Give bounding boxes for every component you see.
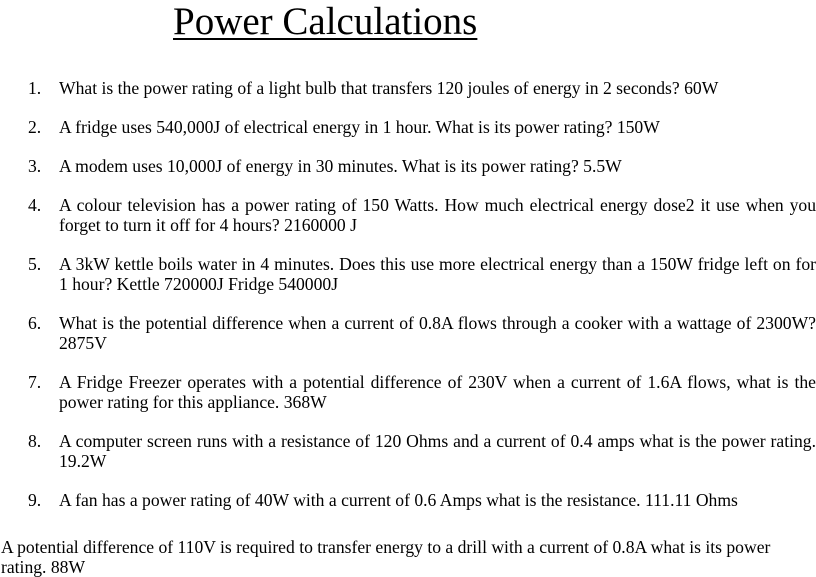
extra-question-text: A potential difference of 110V is required to transfer energy to a drill with a current of 0.8A what is its power rating. [1, 537, 771, 577]
question-text: What is the potential difference when a current of 0.8A flows through a cooker with a wattage of 2300W? [59, 313, 816, 333]
question-text: A fan has a power rating of 40W with a current of 0.6 Amps what is the resistance. [59, 490, 641, 510]
question-answer: 5.5W [583, 156, 622, 176]
question-number: 5. [28, 254, 42, 274]
question-text: A colour television has a power rating of 150 Watts. How much electrical energy dose2 it use when you forget to turn it off for 4 hours? [59, 195, 816, 235]
question-text: What is the power rating of a light bulb that transfers 120 joules of energy in 2 seconds? [59, 78, 680, 98]
question-text: A modem uses 10,000J of energy in 30 minutes. What is its power rating? [59, 156, 579, 176]
question-answer: 368W [283, 392, 327, 412]
question-item [0, 254, 816, 294]
question-number: 4. [28, 195, 42, 215]
question-number: 3. [28, 156, 42, 176]
question-number: 6. [28, 313, 42, 333]
question-number: 9. [28, 490, 42, 510]
question-answer: 150W [616, 117, 660, 137]
question-item [0, 372, 816, 412]
question-number: 1. [28, 78, 42, 98]
question-number: 2. [28, 117, 42, 137]
question-answer: 2875V [59, 333, 107, 353]
question-answer: 2160000 J [284, 215, 357, 235]
page-title: Power Calculations [173, 0, 478, 43]
question-item [0, 156, 816, 176]
question-item [0, 117, 816, 137]
question-number: 7. [28, 372, 42, 392]
extra-question [1, 537, 801, 577]
question-list [0, 78, 816, 529]
question-answer: 19.2W [59, 451, 107, 471]
question-item [0, 490, 816, 510]
question-text: A fridge uses 540,000J of electrical energy in 1 hour. What is its power rating? [59, 117, 613, 137]
question-answer: 60W [684, 78, 719, 98]
question-item [0, 78, 816, 98]
question-item [0, 431, 816, 471]
question-text: A 3kW kettle boils water in 4 minutes. Does this use more electrical energy than a 150W fridge left on for 1 hour? [59, 254, 816, 294]
question-answer: 111.11 Ohms [645, 490, 738, 510]
question-text: A computer screen runs with a resistance of 120 Ohms and a current of 0.4 amps what is the power rating. [59, 431, 816, 451]
question-item [0, 313, 816, 353]
question-answer: Kettle 720000J Fridge 540000J [116, 274, 339, 294]
question-text: A Fridge Freezer operates with a potential difference of 230V when a current of 1.6A flows, what is the power rating for this appliance. [59, 372, 816, 412]
question-number: 8. [28, 431, 42, 451]
extra-question-answer: 88W [50, 557, 86, 577]
question-item [0, 195, 816, 235]
